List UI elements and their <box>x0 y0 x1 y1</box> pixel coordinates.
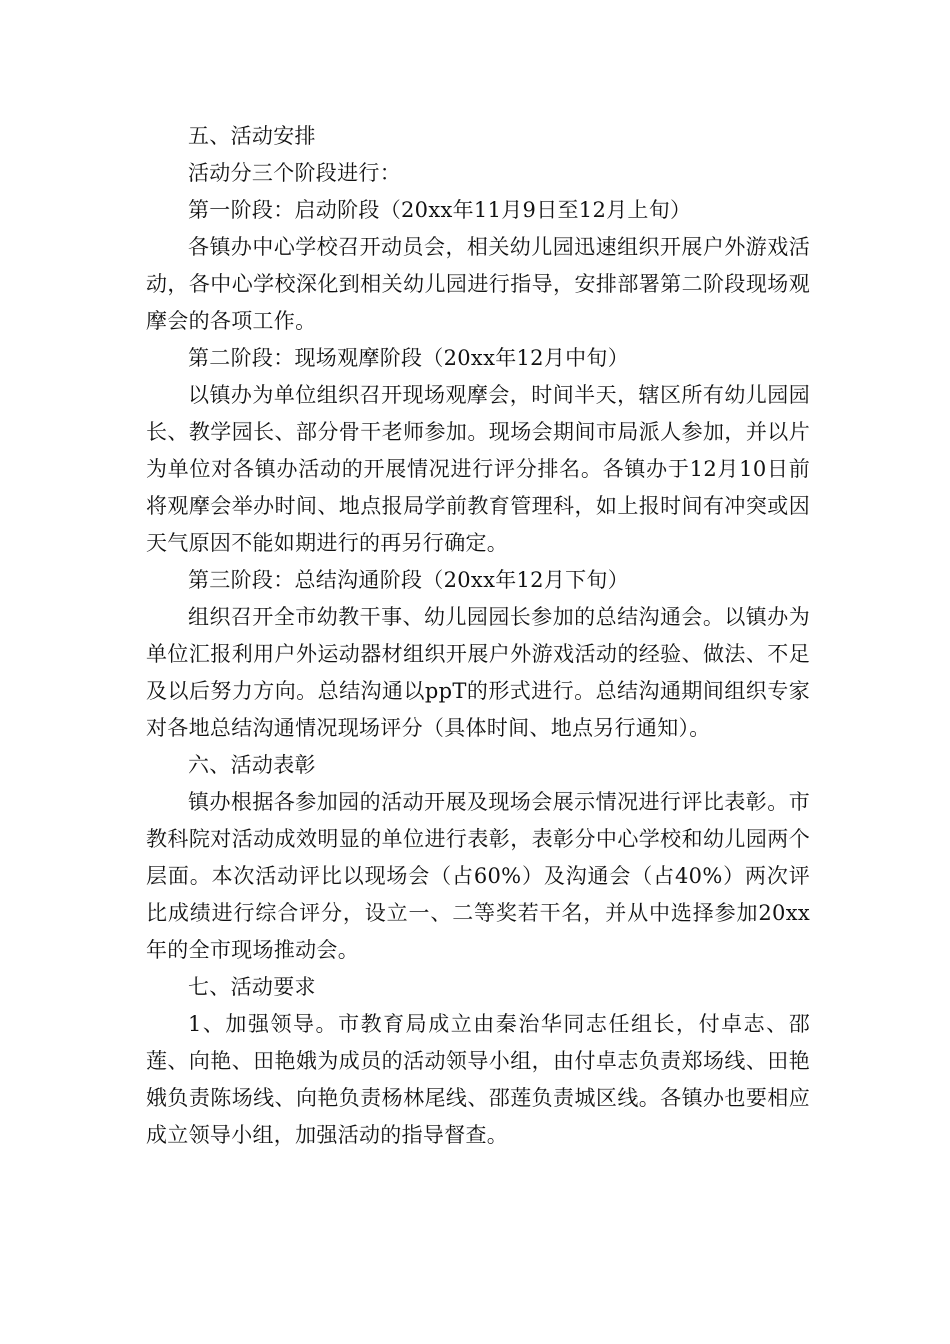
requirement-item-1: 1、加强领导。市教育局成立由秦治华同志任组长，付卓志、邵莲、向艳、田艳娥为成员的活动领导小组，由付卓志负责郑场线、田艳娥负责陈场线、向艳负责杨林尾线、邵莲负责城区线。各镇办也要相应成立领导小组，加强活动的指导督查。 <box>146 1012 810 1147</box>
stage-three-body: 组织召开全市幼教干事、幼儿园园长参加的总结沟通会。以镇办为单位汇报利用户外运动器材组织开展户外游戏活动的经验、做法、不足及以后努力方向。总结沟通以ppT的形式进行。总结沟通期间组织专家对各地总结沟通情况现场评分（具体时间、地点另行通知）。 <box>146 605 810 740</box>
stage-one-body: 各镇办中心学校召开动员会，相关幼儿园迅速组织开展户外游戏活动，各中心学校深化到相关幼儿园进行指导，安排部署第二阶段现场观摩会的各项工作。 <box>146 235 810 333</box>
stage-three-heading: 第三阶段：总结沟通阶段（20xx年12月下旬） <box>188 568 630 592</box>
document-body <box>146 118 810 1154</box>
stage-two-heading: 第二阶段：现场观摩阶段（20xx年12月中旬） <box>188 346 630 370</box>
stage-two-body: 以镇办为单位组织召开现场观摩会，时间半天，辖区所有幼儿园园长、教学园长、部分骨干老师参加。现场会期间市局派人参加，并以片为单位对各镇办活动的开展情况进行评分排名。各镇办于12月10日前将观摩会举办时间、地点报局学前教育管理科，如上报时间有冲突或因天气原因不能如期进行的再另行确定。 <box>146 383 810 555</box>
stage-one-heading: 第一阶段：启动阶段（20xx年11月9日至12月上旬） <box>188 198 692 222</box>
section-heading-activity-arrangement: 五、活动安排 <box>188 124 316 148</box>
section-heading-commendation: 六、活动表彰 <box>188 753 316 777</box>
commendation-body: 镇办根据各参加园的活动开展及现场会展示情况进行评比表彰。市教科院对活动成效明显的单位进行表彰，表彰分中心学校和幼儿园两个层面。本次活动评比以现场会（占60%）及沟通会（占40%）两次评比成绩进行综合评分，设立一、二等奖若干名，并从中选择参加20xx年的全市现场推动会。 <box>146 790 810 962</box>
section-heading-requirements: 七、活动要求 <box>188 975 316 999</box>
paragraph-stages-intro: 活动分三个阶段进行： <box>188 161 401 185</box>
